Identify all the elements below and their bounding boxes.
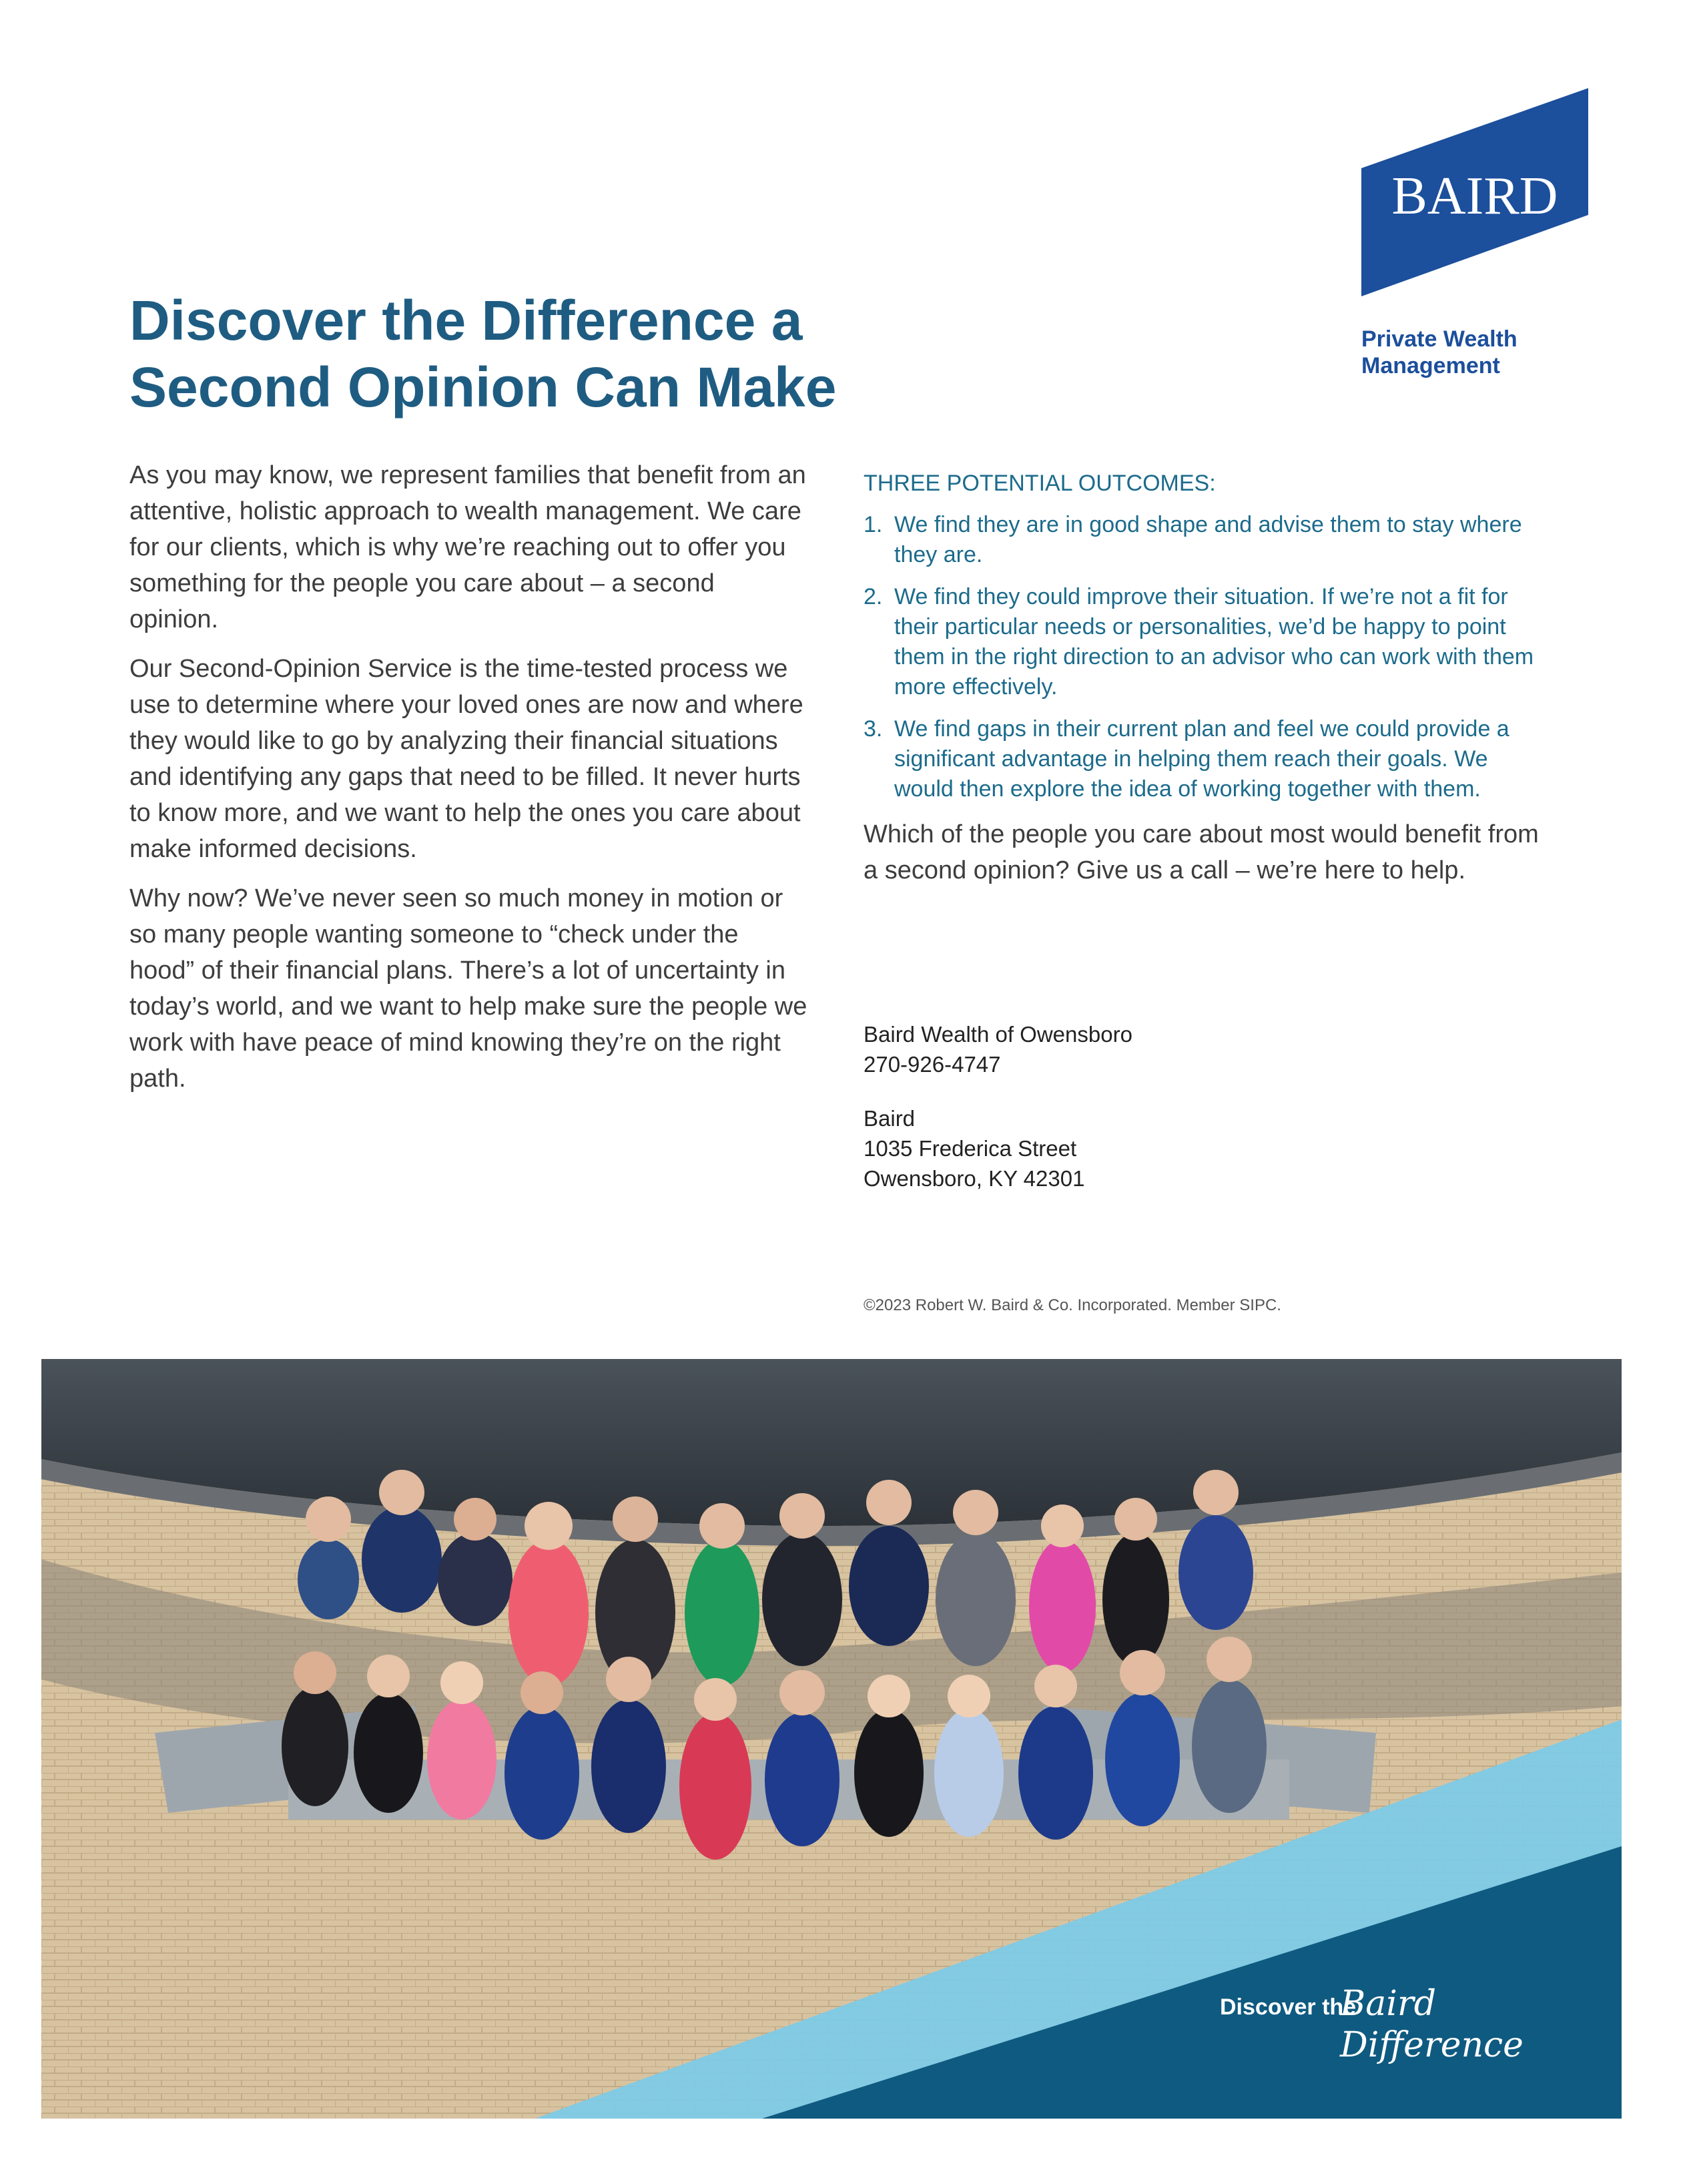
city-state-zip: Owensboro, KY 42301 bbox=[864, 1166, 1085, 1191]
office-phone: 270-926-4747 bbox=[864, 1052, 1001, 1077]
page-title: Discover the Difference a Second Opinion Can Make bbox=[129, 289, 837, 419]
body-paragraph: Why now? We’ve never seen so much money in motion or so many people wanting someone to “check under the hood” of their financial plans. There’s a lot of uncertainty in today’s world, and we want to help make sure the people we work with have peace of mind knowing they’re on the right path. bbox=[129, 884, 807, 1093]
outcome-number: 2. bbox=[864, 584, 883, 609]
outcome-item bbox=[864, 510, 1544, 570]
logo-wordmark: BAIRD bbox=[1391, 167, 1558, 226]
outcome-item bbox=[864, 582, 1544, 702]
tagline-prefix: Discover the bbox=[1220, 1994, 1357, 2020]
copyright: ©2023 Robert W. Baird & Co. Incorporated. Member SIPC. bbox=[864, 1296, 1281, 1314]
street-address: 1035 Frederica Street bbox=[864, 1136, 1077, 1161]
outcome-item bbox=[864, 714, 1544, 804]
address-block bbox=[864, 1103, 1464, 1193]
outcome-number: 3. bbox=[864, 716, 883, 742]
outcome-text: We find they could improve their situation. If we’re not a fit for their particular needs or personalities, we’d be happy to point them in the right direction to an advisor who can work with them more effectively. bbox=[894, 584, 1534, 700]
tagline bbox=[1220, 1979, 1594, 2065]
outcome-text: We find they are in good shape and advise them to stay where they are. bbox=[894, 512, 1522, 567]
body-left bbox=[129, 457, 810, 1110]
outcome-number: 1. bbox=[864, 512, 883, 537]
baird-logo bbox=[1361, 88, 1588, 302]
office-block bbox=[864, 1019, 1464, 1079]
contact-info bbox=[864, 1019, 1464, 1217]
closing-text: Which of the people you care about most would benefit from a second opinion? Give us a call – we’re here to help. bbox=[864, 820, 1539, 884]
body-paragraph: Our Second-Opinion Service is the time-tested process we use to determine where your loved ones are now and where they would like to go by analyzing their financial situations and identifying any gaps that need to be filled. It never hurts to know more, and we want to help the ones you care about make informed decisions. bbox=[129, 655, 803, 863]
outcomes-heading: THREE POTENTIAL OUTCOMES: bbox=[864, 471, 1216, 496]
tagline-script: Baird Difference bbox=[1340, 1984, 1524, 2065]
company-name: Baird bbox=[864, 1106, 916, 1131]
outcomes-list bbox=[864, 510, 1544, 804]
office-name: Baird Wealth of Owensboro bbox=[864, 1022, 1132, 1047]
body-paragraph: As you may know, we represent families that benefit from an attentive, holistic approach to wealth management. We care for our clients, which is why we’re reaching out to offer you something for the people you care about – a second opinion. bbox=[129, 461, 806, 633]
outcome-text: We find gaps in their current plan and feel we could provide a significant advantage in helping them reach their goals. We would then explore the idea of working together with them. bbox=[894, 716, 1509, 802]
outcomes-section bbox=[864, 467, 1544, 888]
division-label: Private Wealth Management bbox=[1361, 326, 1518, 378]
